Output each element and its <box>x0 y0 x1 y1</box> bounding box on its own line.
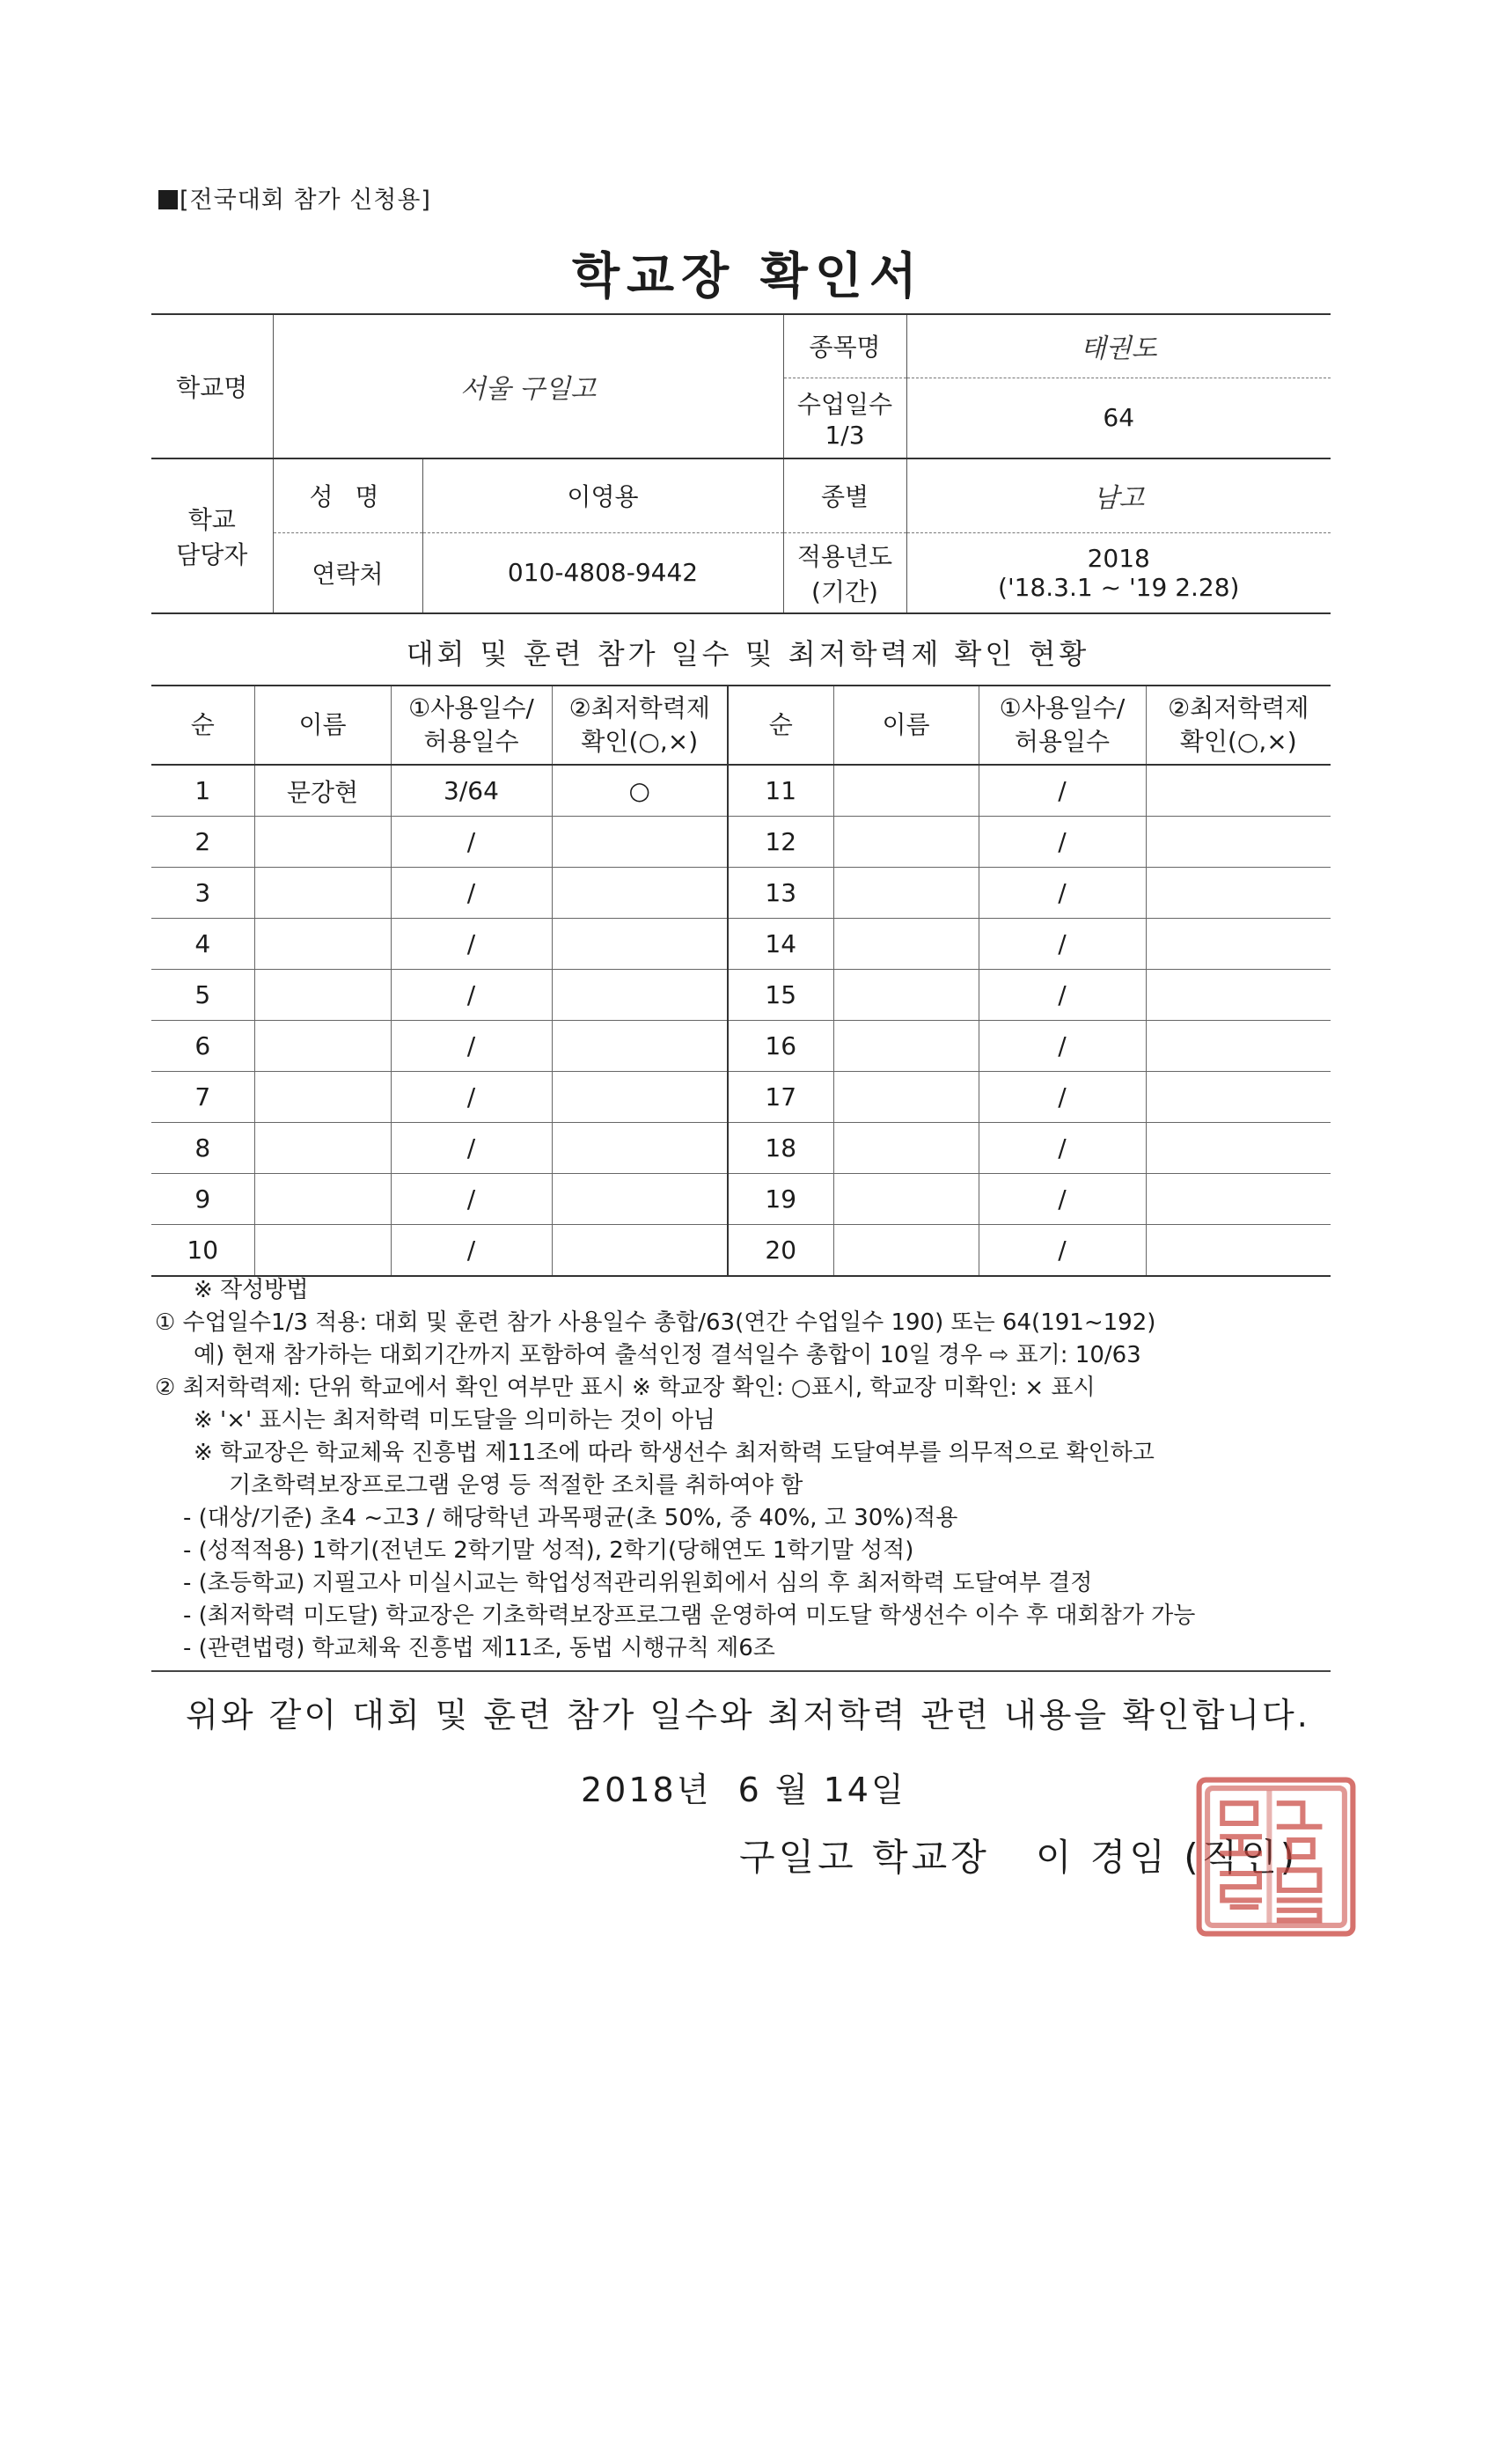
col-header-check-line2: 확인(○,×) <box>581 727 699 756</box>
school-days-label-line2: 1/3 <box>825 421 865 451</box>
col-header-name: 이름 <box>254 686 391 765</box>
row-no-right: 17 <box>728 1072 833 1123</box>
principal-signature: 구일고 학교장 이 경임 (직인) <box>739 1836 1299 1879</box>
row-name <box>254 970 391 1021</box>
row-check-right <box>1146 765 1331 817</box>
row-name-right <box>833 868 979 919</box>
note-line: ※ '×' 표시는 최저학력 미도달을 의미하는 것이 아님 <box>194 1407 715 1434</box>
row-name <box>254 1072 391 1123</box>
issue-date: 2018년 6 월 14일 <box>581 1771 906 1809</box>
school-info-table <box>151 313 1331 614</box>
row-used-days: 3/64 <box>391 765 552 817</box>
row-no-right: 20 <box>728 1225 833 1277</box>
contact-label: 연락처 <box>273 532 422 613</box>
row-no: 9 <box>151 1174 254 1225</box>
row-used-days-right: / <box>979 1225 1146 1277</box>
row-name <box>254 919 391 970</box>
school-name-value: 서울 구일고 <box>273 314 783 458</box>
col-header-no: 순 <box>151 686 254 765</box>
note-line: - (성적적용) 1학기(전년도 2학기말 성적), 2학기(당해연도 1학기말 성적) <box>183 1537 914 1564</box>
official-seal-stamp <box>1192 1773 1360 1940</box>
manager-label <box>151 458 273 613</box>
contact-value: 010-4808-9442 <box>422 532 783 613</box>
row-used-days-right: / <box>979 970 1146 1021</box>
row-no-right: 11 <box>728 765 833 817</box>
row-no-right: 14 <box>728 919 833 970</box>
row-used-days-right: / <box>979 919 1146 970</box>
row-name-right <box>833 919 979 970</box>
row-no: 7 <box>151 1072 254 1123</box>
row-check <box>552 970 728 1021</box>
table-row <box>151 1021 1331 1072</box>
row-check-right <box>1146 970 1331 1021</box>
row-used-days-right: / <box>979 1123 1146 1174</box>
row-used-days-right: / <box>979 1072 1146 1123</box>
row-check-right <box>1146 1225 1331 1277</box>
row-check-right <box>1146 1021 1331 1072</box>
row-no: 6 <box>151 1021 254 1072</box>
row-name <box>254 1225 391 1277</box>
note-line: - (초등학교) 지필고사 미실시교는 학업성적관리위원회에서 심의 후 최저학력 도달여부 결정 <box>183 1570 1093 1596</box>
row-check-right <box>1146 1174 1331 1225</box>
row-no-right: 16 <box>728 1021 833 1072</box>
row-no-right: 18 <box>728 1123 833 1174</box>
event-label: 종목명 <box>783 314 906 378</box>
col-header-min-academic <box>552 686 728 765</box>
row-name-right <box>833 1225 979 1277</box>
section-title: 대회 및 훈련 참가 일수 및 최저학력제 확인 현황 <box>406 637 1090 671</box>
row-name-right <box>833 970 979 1021</box>
table-row <box>151 817 1331 868</box>
row-used-days: / <box>391 1072 552 1123</box>
row-no-right: 15 <box>728 970 833 1021</box>
row-name-right <box>833 1174 979 1225</box>
row-no-right: 19 <box>728 1174 833 1225</box>
gender-value: 남고 <box>906 458 1331 532</box>
school-days-label <box>783 378 906 458</box>
row-check <box>552 1174 728 1225</box>
row-no: 5 <box>151 970 254 1021</box>
row-name-right <box>833 1021 979 1072</box>
form-type-label: [전국대회 참가 신청용] <box>180 187 431 214</box>
row-used-days-right: / <box>979 868 1146 919</box>
row-check-right <box>1146 868 1331 919</box>
manager-name-value: 이영용 <box>422 458 783 532</box>
row-no: 4 <box>151 919 254 970</box>
row-name <box>254 817 391 868</box>
row-check-right <box>1146 1123 1331 1174</box>
row-used-days: / <box>391 919 552 970</box>
school-days-label-line1: 수업일수 <box>796 390 893 420</box>
col-header-no-right: 순 <box>728 686 833 765</box>
row-check <box>552 1225 728 1277</box>
col-header-used-days <box>391 686 552 765</box>
row-no: 8 <box>151 1123 254 1174</box>
row-used-days-right: / <box>979 1174 1146 1225</box>
row-used-days: / <box>391 817 552 868</box>
row-name-right <box>833 1072 979 1123</box>
row-check <box>552 1123 728 1174</box>
row-name <box>254 1123 391 1174</box>
manager-label-line1: 학교 <box>187 505 236 534</box>
note-line: - (관련법령) 학교체육 진흥법 제11조, 동법 시행규칙 제6조 <box>183 1635 775 1661</box>
row-check <box>552 1072 728 1123</box>
table-row <box>151 1174 1331 1225</box>
row-no: 3 <box>151 868 254 919</box>
row-used-days-right: / <box>979 1021 1146 1072</box>
col-header-used-line2: 허용일수 <box>423 727 519 756</box>
school-days-value: 64 <box>906 378 1331 458</box>
row-name <box>254 1174 391 1225</box>
apply-year-value <box>906 532 1331 613</box>
apply-year-label <box>783 532 906 613</box>
col-header-name-right: 이름 <box>833 686 979 765</box>
row-name-right <box>833 765 979 817</box>
col-header-check-line1: ②최저학력제 <box>568 693 710 722</box>
apply-year-label-line2: (기간) <box>811 576 878 606</box>
row-used-days: / <box>391 868 552 919</box>
row-name <box>254 868 391 919</box>
table-row <box>151 765 1331 817</box>
manager-label-line2: 담당자 <box>176 540 248 569</box>
row-check <box>552 919 728 970</box>
apply-year-value-line1: 2018 <box>1087 543 1150 573</box>
row-check: ○ <box>552 765 728 817</box>
row-used-days: / <box>391 1225 552 1277</box>
row-used-days-right: / <box>979 765 1146 817</box>
table-row <box>151 868 1331 919</box>
row-check <box>552 1021 728 1072</box>
table-row <box>151 1225 1331 1277</box>
row-no-right: 13 <box>728 868 833 919</box>
col-header-check-line1-right: ②최저학력제 <box>1168 693 1309 722</box>
note-line: ② 최저학력제: 단위 학교에서 확인 여부만 표시 ※ 학교장 확인: ○표시, 학교장 미확인: × 표시 <box>155 1375 1096 1401</box>
apply-year-label-line1: 적용년도 <box>796 541 893 571</box>
form-type-tag <box>158 180 431 215</box>
row-check-right <box>1146 817 1331 868</box>
participation-table <box>151 685 1331 1277</box>
event-value: 태권도 <box>906 314 1331 378</box>
col-header-used-days-right <box>979 686 1146 765</box>
table-row <box>151 1072 1331 1123</box>
row-used-days: / <box>391 1021 552 1072</box>
row-name: 문강현 <box>254 765 391 817</box>
col-header-min-academic-right <box>1146 686 1331 765</box>
black-square-icon <box>158 190 178 209</box>
col-header-used-line2-right: 허용일수 <box>1014 727 1111 756</box>
writing-instructions <box>151 1274 1331 1665</box>
col-header-check-line2-right: 확인(○,×) <box>1179 727 1297 756</box>
row-used-days: / <box>391 970 552 1021</box>
row-check <box>552 817 728 868</box>
row-no: 10 <box>151 1225 254 1277</box>
col-header-used-line1-right: ①사용일수/ <box>999 693 1126 722</box>
row-name <box>254 1021 391 1072</box>
note-line: - (대상/기준) 초4 ~고3 / 해당학년 과목평균(초 50%, 중 40%, 고 30%)적용 <box>183 1505 958 1531</box>
table-row <box>151 1123 1331 1174</box>
gender-label: 종별 <box>783 458 906 532</box>
note-line: ① 수업일수1/3 적용: 대회 및 훈련 참가 사용일수 총합/63(연간 수업일수 190) 또는 64(191~192) <box>155 1309 1156 1336</box>
row-name-right <box>833 817 979 868</box>
confirmation-statement: 위와 같이 대회 및 훈련 참가 일수와 최저학력 관련 내용을 확인합니다. <box>186 1696 1310 1734</box>
col-header-used-line1: ①사용일수/ <box>408 693 534 722</box>
row-check <box>552 868 728 919</box>
row-used-days: / <box>391 1123 552 1174</box>
row-check-right <box>1146 1072 1331 1123</box>
table-row <box>151 970 1331 1021</box>
note-line: - (최저학력 미도달) 학교장은 기초학력보장프로그램 운영하여 미도달 학생선수 이수 후 대회참가 가능 <box>183 1602 1196 1629</box>
note-line: 기초학력보장프로그램 운영 등 적절한 조치를 취하여야 함 <box>229 1472 803 1499</box>
document-title: 학교장 확인서 <box>571 248 925 305</box>
school-name-label: 학교명 <box>151 314 273 458</box>
note-line: 예) 현재 참가하는 대회기간까지 포함하여 출석인정 결석일수 총합이 10일 경우 ⇨ 표기: 10/63 <box>194 1342 1141 1368</box>
row-no: 1 <box>151 765 254 817</box>
row-name-right <box>833 1123 979 1174</box>
row-check-right <box>1146 919 1331 970</box>
note-heading: ※ 작성방법 <box>194 1277 309 1303</box>
row-used-days: / <box>391 1174 552 1225</box>
row-used-days-right: / <box>979 817 1146 868</box>
row-no: 2 <box>151 817 254 868</box>
note-line: ※ 학교장은 학교체육 진흥법 제11조에 따라 학생선수 최저학력 도달여부를 의무적으로 확인하고 <box>194 1440 1155 1466</box>
manager-name-label: 성 명 <box>273 458 422 532</box>
apply-year-value-line2: ('18.3.1 ~ '19 2.28) <box>998 572 1240 602</box>
row-no-right: 12 <box>728 817 833 868</box>
table-row <box>151 919 1331 970</box>
divider <box>151 1670 1331 1672</box>
